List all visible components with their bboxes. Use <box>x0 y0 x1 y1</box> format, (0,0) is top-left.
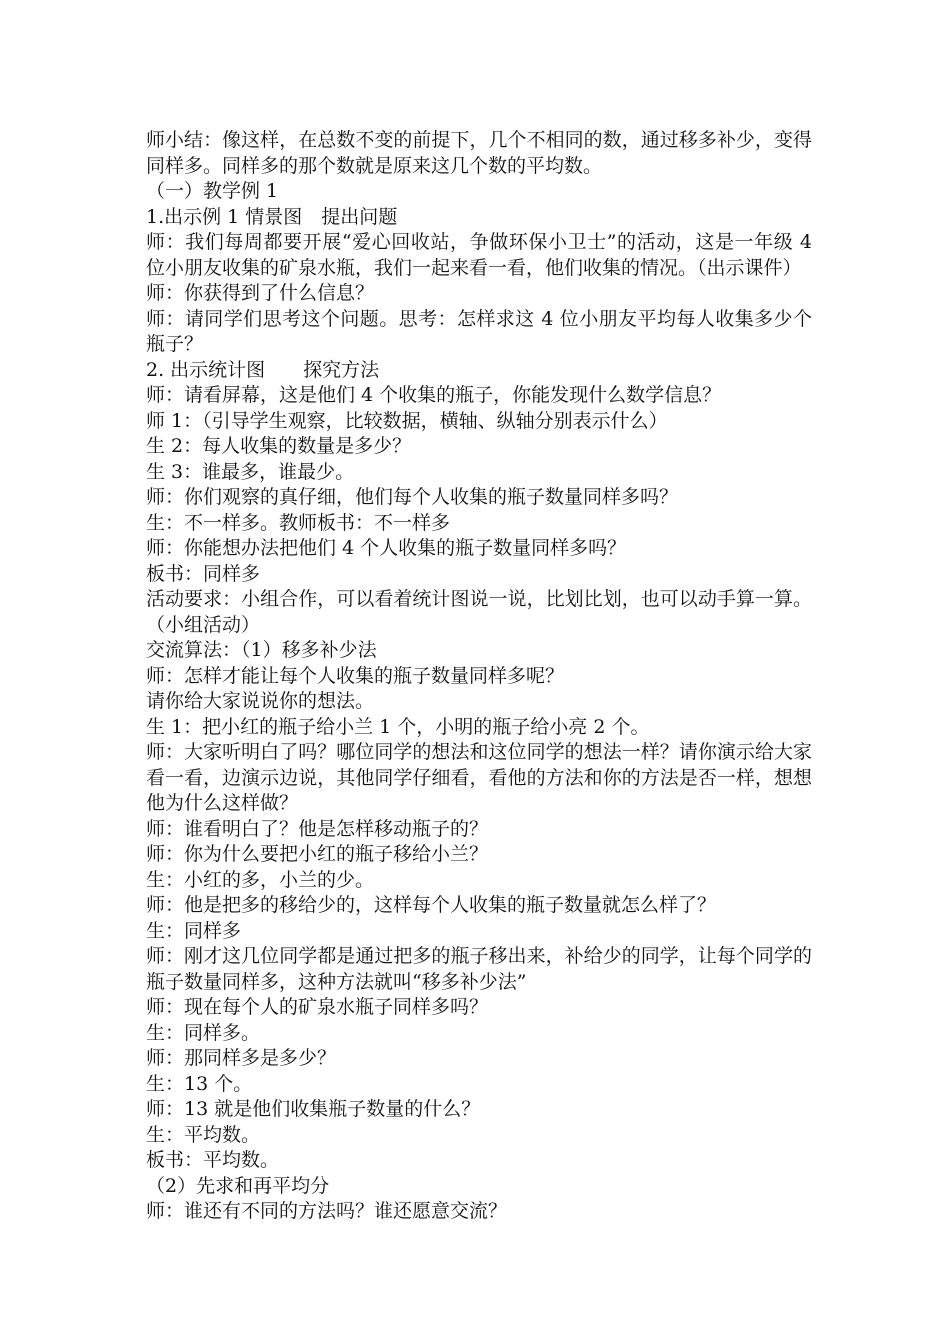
paragraph: 师：你们观察的真仔细，他们每个人收集的瓶子数量同样多吗？ <box>146 486 679 508</box>
paragraph: 交流算法：（1）移多补少法 <box>146 639 377 661</box>
paragraph: 生：平均数。 <box>146 1123 261 1146</box>
paragraph: 师：大家听明白了吗？哪位同学的想法和这位同学的想法一样？请你演示给大家看一看，边演示边说，其他同学仔细看，看他的方法和你的方法是否一样，想想他为什么这样做？ <box>146 741 812 814</box>
paragraph: 师：他是把多的移给少的，这样每个人收集的瓶子数量就怎么样了？ <box>146 894 717 916</box>
paragraph: 师：你能想办法把他们 4 个人收集的瓶子数量同样多吗？ <box>146 537 627 559</box>
subheading: 2. 出示统计图 探究方法 <box>146 358 380 381</box>
paragraph: 师：请同学们思考这个问题。思考：怎样求这 4 位小朋友平均每人收集多少个瓶子？ <box>146 307 812 355</box>
paragraph: 生：同样多。 <box>146 1021 261 1044</box>
paragraph: 生：小红的多，小兰的少。 <box>146 868 375 891</box>
paragraph: 师：现在每个人的矿泉水瓶子同样多吗？ <box>146 996 489 1018</box>
paragraph: 活动要求：小组合作，可以看着统计图说一说，比划比划，也可以动手算一算。（小组活动） <box>146 588 812 636</box>
paragraph: 师：刚才这几位同学都是通过把多的瓶子移出来，补给少的同学，让每个同学的瓶子数量同样多，这种方法就叫“移多补少法” <box>146 945 812 993</box>
paragraph: 师：那同样多是多少？ <box>146 1047 337 1069</box>
paragraph: 师：怎样才能让每个人收集的瓶子数量同样多呢？ <box>146 664 565 687</box>
paragraph: 师：谁看明白了？他是怎样移动瓶子的？ <box>146 817 489 840</box>
paragraph: 生 2：每人收集的数量是多少？ <box>146 435 412 457</box>
paragraph: 生：不一样多。教师板书：不一样多 <box>146 511 451 534</box>
subheading: 1.出示例 1 情景图 提出问题 <box>146 205 398 228</box>
paragraph: 师 1：（引导学生观察，比较数据，横轴、纵轴分别表示什么） <box>146 409 668 432</box>
paragraph: 师：13 就是他们收集瓶子数量的什么？ <box>146 1098 481 1120</box>
paragraph: 板书：平均数。 <box>146 1149 280 1171</box>
section-heading: （一）教学例 1 <box>146 180 279 202</box>
paragraph: 师：请看屏幕，这是他们 4 个收集的瓶子，你能发现什么数学信息？ <box>146 384 722 406</box>
paragraph: 生：13 个。 <box>146 1072 253 1095</box>
subheading: （2）先求和再平均分 <box>146 1174 330 1197</box>
paragraph: 师小结：像这样，在总数不变的前提下，几个不相同的数，通过移多补少，变得同样多。同样多的那个数就是原来这几个数的平均数。 <box>146 129 812 177</box>
paragraph: 生 3：谁最多，谁最少。 <box>146 460 355 483</box>
paragraph: 生 1：把小红的瓶子给小兰 1 个，小明的瓶子给小亮 2 个。 <box>146 715 650 738</box>
document-body <box>146 128 812 1225</box>
paragraph: 师：我们每周都要开展“爱心回收站，争做环保小卫士”的活动，这是一年级 4 位小朋友收集的矿泉水瓶，我们一起来看一看，他们收集的情况。（出示课件） <box>146 231 812 279</box>
paragraph: 请你给大家说说你的想法。 <box>146 690 375 712</box>
paragraph: 师：你获得到了什么信息？ <box>146 282 375 304</box>
paragraph: 师：谁还有不同的方法吗？谁还愿意交流？ <box>146 1200 508 1222</box>
paragraph: 生：同样多 <box>146 919 242 942</box>
paragraph: 板书：同样多 <box>146 562 261 585</box>
paragraph: 师：你为什么要把小红的瓶子移给小兰？ <box>146 843 489 865</box>
